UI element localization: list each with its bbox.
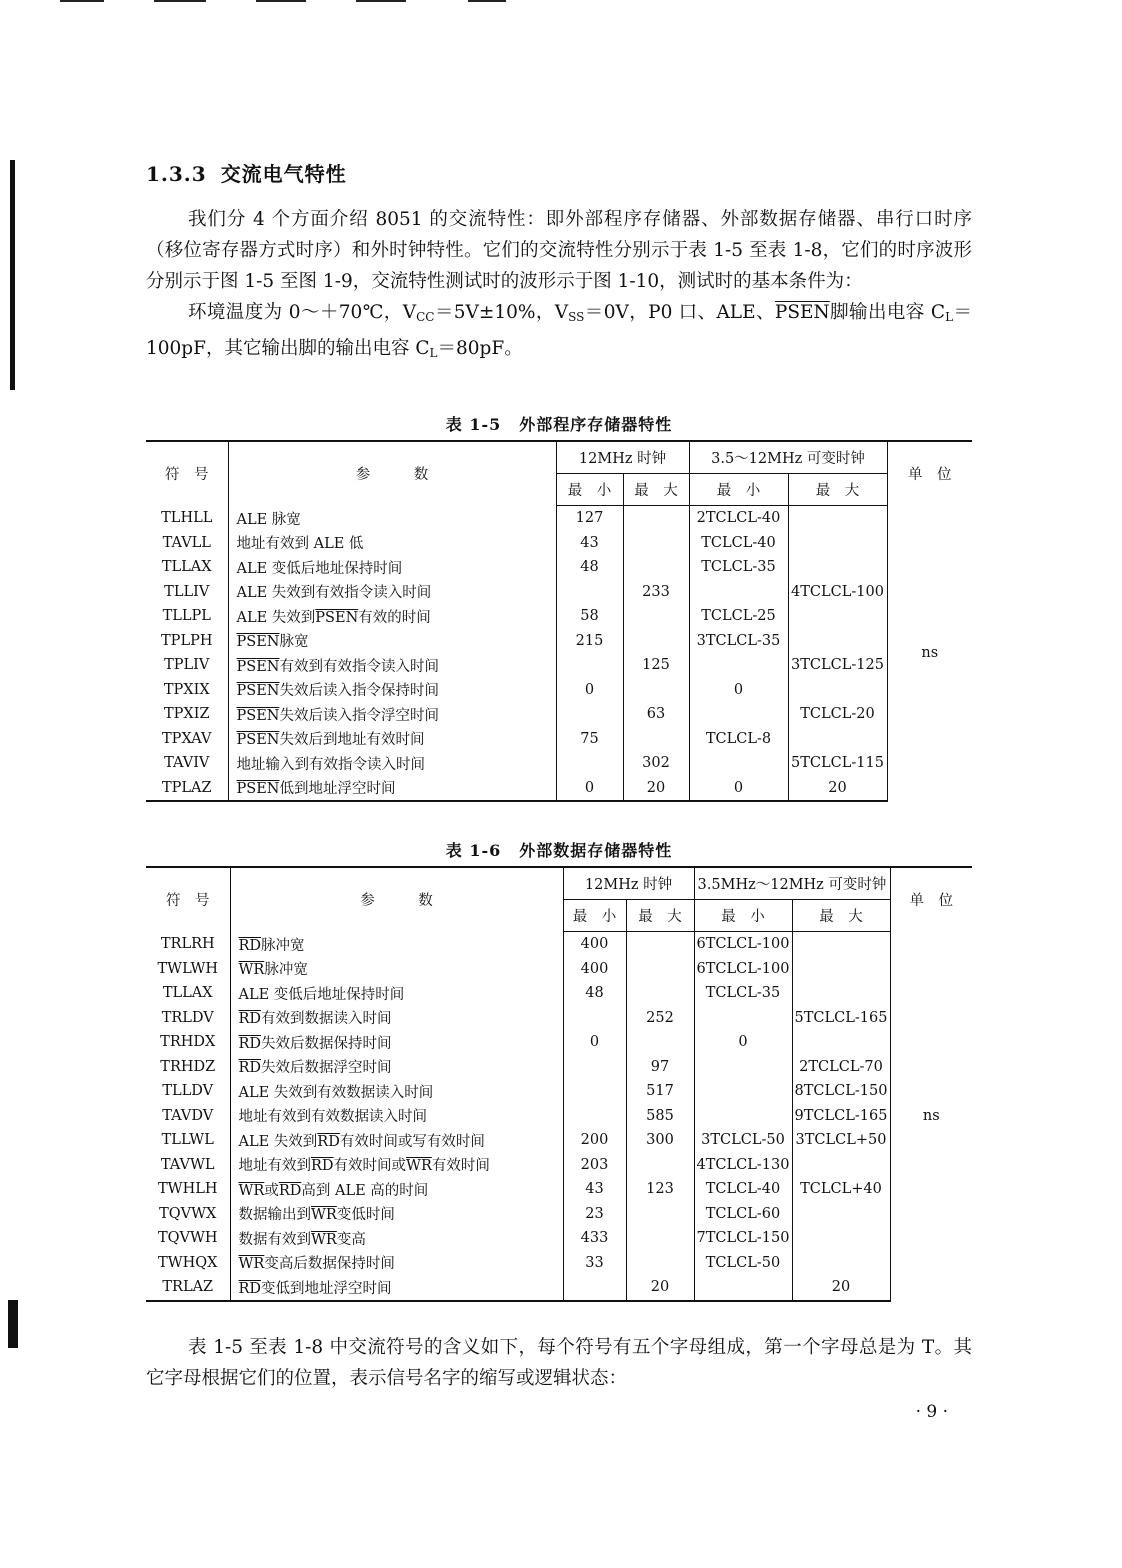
signal-name: PSEN	[236, 658, 280, 675]
signal-name: PSEN	[315, 609, 359, 626]
variable-min-cell: 6TCLCL-100	[694, 932, 792, 957]
symbol-cell: TAVDV	[162, 1107, 214, 1124]
parameter-text: ALE 失效到	[236, 609, 316, 626]
variable-max-cell: 9TCLCL-165	[792, 1104, 890, 1129]
table-row	[146, 1202, 972, 1227]
variable-min-cell: TCLCL-35	[694, 981, 792, 1006]
header-parameter: 参 数	[228, 441, 556, 506]
page-number: · 9 ·	[915, 1402, 948, 1422]
fixed-max-cell	[623, 678, 689, 703]
variable-max-cell: 2TCLCL-70	[792, 1055, 890, 1080]
symbol-cell: TPLIV	[164, 657, 210, 674]
fixed-max-cell: 252	[626, 1006, 694, 1031]
parameter-text: 数据输出到	[238, 1207, 311, 1224]
fixed-min-cell: 43	[556, 531, 623, 556]
section-number: 1.3.3	[146, 162, 207, 186]
fixed-max-cell	[623, 555, 689, 580]
table-row	[146, 932, 972, 957]
table-row	[146, 1104, 972, 1129]
parameter-text: 变低时间	[336, 1207, 395, 1224]
variable-max-cell: 20	[788, 776, 887, 802]
signal-name: $\overline{RD}$	[238, 937, 262, 954]
signal-name: $\overline{WR}$	[238, 1182, 265, 1199]
table-row	[146, 702, 972, 727]
table-row	[146, 957, 972, 982]
binding-mark	[10, 160, 15, 390]
parameter-text: 脉冲宽	[261, 937, 305, 954]
parameter-text: 低到地址浮空时间	[279, 781, 396, 798]
parameter-cell	[228, 506, 556, 531]
top-rule	[356, 0, 406, 2]
parameter-text: 失效后读入指令浮空时间	[279, 707, 439, 724]
fixed-max-cell	[626, 981, 694, 1006]
header-symbol: 符 号	[146, 441, 228, 506]
table-row	[146, 776, 972, 802]
parameter-cell	[228, 776, 556, 802]
variable-max-cell	[792, 932, 890, 957]
table-row	[146, 1055, 972, 1080]
variable-min-cell: 2TCLCL-40	[689, 506, 788, 531]
parameter-cell	[228, 653, 556, 678]
parameter-text: 数据有效到	[238, 1231, 311, 1248]
parameter-cell	[230, 1226, 563, 1251]
header-fixed-clock: 12MHz 时钟	[563, 867, 694, 900]
variable-max-cell	[788, 604, 887, 629]
symbol-cell: TPLPH	[161, 632, 213, 649]
header-variable-clock: 3.5～12MHz 可变时钟	[689, 441, 887, 474]
fixed-max-cell: 20	[626, 1275, 694, 1301]
variable-min-cell: 0	[694, 1030, 792, 1055]
parameter-cell	[230, 1128, 563, 1153]
parameter-cell	[228, 580, 556, 605]
header-parameter: 参 数	[230, 867, 563, 932]
variable-min-cell: TCLCL-60	[694, 1202, 792, 1227]
table-row	[146, 1177, 972, 1202]
header-min: 最 小	[694, 900, 792, 932]
header-min: 最 小	[563, 900, 626, 932]
header-max: 最 大	[788, 474, 887, 506]
parameter-text: 地址有效到 ALE 低	[236, 536, 364, 553]
variable-min-cell: TCLCL-8	[689, 727, 788, 752]
variable-min-cell	[689, 702, 788, 727]
fixed-min-cell: 75	[556, 727, 623, 752]
symbol-cell: TAVWL	[160, 1156, 215, 1173]
parameter-cell	[228, 702, 556, 727]
top-rule	[256, 0, 306, 2]
variable-min-cell: 3TCLCL-50	[694, 1128, 792, 1153]
fixed-max-cell	[626, 932, 694, 957]
parameter-text: 失效后数据保持时间	[261, 1035, 392, 1052]
variable-min-cell: 7TCLCL-150	[694, 1226, 792, 1251]
variable-min-cell	[694, 1055, 792, 1080]
parameter-cell	[230, 1104, 563, 1129]
parameter-cell	[228, 604, 556, 629]
fixed-max-cell: 63	[623, 702, 689, 727]
symbol-cell: TPXIX	[163, 681, 210, 698]
header-max: 最 大	[792, 900, 890, 932]
parameter-cell	[230, 1079, 563, 1104]
signal-name: $\overline{RD}$	[278, 1182, 302, 1199]
parameter-text: 有效到数据读入时间	[261, 1011, 392, 1028]
parameter-cell	[228, 629, 556, 654]
fixed-min-cell: 400	[563, 932, 626, 957]
section-title: 交流电气特性	[220, 162, 347, 186]
fixed-max-cell	[626, 1226, 694, 1251]
fixed-min-cell: 0	[556, 678, 623, 703]
header-fixed-clock: 12MHz 时钟	[556, 441, 689, 474]
parameter-cell	[230, 1202, 563, 1227]
fixed-min-cell	[556, 580, 623, 605]
parameter-text: ALE 变低后地址保持时间	[238, 986, 405, 1003]
symbol-cell: TLLAX	[162, 985, 213, 1002]
table-row	[146, 751, 972, 776]
variable-max-cell	[788, 531, 887, 556]
variable-max-cell	[792, 981, 890, 1006]
parameter-text: 有效到有效指令读入时间	[279, 658, 439, 675]
fixed-min-cell: 200	[563, 1128, 626, 1153]
variable-min-cell: 6TCLCL-100	[694, 957, 792, 982]
symbol-cell: TLHLL	[161, 510, 213, 526]
symbol-cell: TRHDX	[160, 1034, 216, 1051]
intro-paragraph	[146, 204, 972, 369]
table-row	[146, 1275, 972, 1301]
variable-max-cell: 3TCLCL+50	[792, 1128, 890, 1153]
variable-min-cell	[694, 1079, 792, 1104]
variable-max-cell	[788, 629, 887, 654]
variable-max-cell	[788, 727, 887, 752]
closing-paragraph	[146, 1332, 972, 1394]
parameter-text: 变高后数据保持时间	[264, 1256, 395, 1273]
variable-min-cell	[689, 751, 788, 776]
fixed-min-cell: 48	[556, 555, 623, 580]
fixed-max-cell	[626, 1251, 694, 1276]
signal-name: $\overline{RD}$	[317, 1133, 340, 1150]
fixed-max-cell: 97	[626, 1055, 694, 1080]
ac-table-data-memory	[146, 866, 972, 1302]
table-title: 外部程序存储器特性	[519, 415, 673, 434]
variable-min-cell	[689, 580, 788, 605]
parameter-text: 脉宽	[279, 634, 309, 651]
top-rule	[468, 0, 506, 2]
table-number: 表 1-6	[445, 841, 502, 860]
variable-max-cell	[788, 555, 887, 580]
table-row	[146, 1030, 972, 1055]
parameter-cell	[230, 1006, 563, 1031]
parameter-text: ALE 失效到有效数据读入时间	[238, 1084, 434, 1101]
variable-max-cell: TCLCL-20	[788, 702, 887, 727]
fixed-min-cell: 43	[563, 1177, 626, 1202]
header-unit: 单 位	[890, 867, 972, 932]
table-row	[146, 981, 972, 1006]
parameter-cell	[228, 531, 556, 556]
table-row	[146, 580, 972, 605]
parameter-cell	[230, 981, 563, 1006]
fixed-min-cell	[556, 653, 623, 678]
symbol-cell: TLLDV	[162, 1083, 214, 1100]
signal-name: $\overline{RD}$	[238, 1280, 262, 1297]
table-number: 表 1-5	[445, 415, 502, 434]
header-min: 最 小	[556, 474, 623, 506]
fixed-min-cell: 203	[563, 1153, 626, 1178]
symbol-cell: TAVLL	[162, 534, 211, 551]
parameter-text: 有效时间或	[333, 1158, 407, 1175]
fixed-max-cell	[623, 629, 689, 654]
parameter-text: ALE 失效到	[238, 1133, 318, 1150]
unit-cell: ns	[887, 506, 972, 802]
fixed-max-cell	[623, 727, 689, 752]
table-body	[146, 932, 972, 1301]
variable-max-cell: 5TCLCL-115	[788, 751, 887, 776]
parameter-cell	[230, 1177, 563, 1202]
fixed-min-cell: 433	[563, 1226, 626, 1251]
variable-max-cell: TCLCL+40	[792, 1177, 890, 1202]
fixed-max-cell	[623, 531, 689, 556]
variable-min-cell: 0	[689, 678, 788, 703]
header-symbol: 符 号	[146, 867, 230, 932]
parameter-text: 失效后数据浮空时间	[261, 1060, 392, 1077]
variable-max-cell: 20	[792, 1275, 890, 1301]
variable-min-cell: 0	[689, 776, 788, 802]
parameter-text: 地址有效到有效数据读入时间	[238, 1109, 427, 1126]
signal-name: $\overline{RD}$	[238, 1011, 262, 1028]
variable-max-cell	[792, 1202, 890, 1227]
variable-min-cell	[694, 1275, 792, 1301]
binding-mark	[8, 1300, 18, 1348]
symbol-cell: TQVWX	[159, 1205, 217, 1222]
header-max: 最 大	[626, 900, 694, 932]
table-row	[146, 531, 972, 556]
fixed-min-cell: 23	[563, 1202, 626, 1227]
fixed-max-cell: 517	[626, 1079, 694, 1104]
fixed-min-cell: 33	[563, 1251, 626, 1276]
fixed-max-cell: 233	[623, 580, 689, 605]
parameter-text: 地址输入到有效指令读入时间	[236, 756, 425, 773]
table-row	[146, 1226, 972, 1251]
parameter-cell	[230, 1275, 563, 1301]
symbol-cell: TLLAX	[161, 559, 212, 576]
table-row	[146, 506, 972, 531]
ac-table-program-memory	[146, 440, 972, 802]
variable-min-cell: TCLCL-40	[689, 531, 788, 556]
signal-name: PSEN	[236, 707, 280, 724]
fixed-min-cell: 0	[556, 776, 623, 802]
fixed-min-cell	[563, 1079, 626, 1104]
parameter-cell	[230, 957, 563, 982]
table-row	[146, 653, 972, 678]
parameter-cell	[228, 555, 556, 580]
symbol-cell: TQVWH	[157, 1230, 218, 1247]
fixed-max-cell: 300	[626, 1128, 694, 1153]
symbol-cell: TLLIV	[164, 583, 210, 600]
signal-name: PSEN	[236, 781, 280, 798]
table-body	[146, 506, 972, 802]
signal-name: $\overline{RD}$	[238, 1060, 262, 1077]
signal-name: $\overline{WR}$	[238, 962, 265, 979]
symbol-cell: TLLWL	[161, 1132, 214, 1149]
fixed-max-cell: 123	[626, 1177, 694, 1202]
parameter-cell	[230, 1030, 563, 1055]
variable-min-cell: TCLCL-25	[689, 604, 788, 629]
parameter-cell	[230, 1153, 563, 1178]
parameter-cell	[230, 1055, 563, 1080]
table-row	[146, 727, 972, 752]
parameter-text: ALE 脉宽	[236, 511, 301, 528]
fixed-min-cell: 58	[556, 604, 623, 629]
fixed-min-cell: 400	[563, 957, 626, 982]
variable-max-cell	[792, 957, 890, 982]
signal-name: PSEN	[236, 683, 280, 700]
table-caption	[146, 412, 972, 435]
variable-min-cell: TCLCL-50	[694, 1251, 792, 1276]
parameter-text: 变高	[336, 1231, 366, 1248]
variable-max-cell: 8TCLCL-150	[792, 1079, 890, 1104]
variable-min-cell	[694, 1104, 792, 1129]
variable-max-cell	[788, 506, 887, 531]
table-row	[146, 555, 972, 580]
closing-text: 表 1-5 至表 1-8 中交流符号的含义如下，每个符号有五个字母组成，第一个字母总是为 T。其它字母根据它们的位置，表示信号名字的缩写或逻辑状态：	[146, 1337, 972, 1389]
fixed-min-cell	[556, 751, 623, 776]
table-row	[146, 1153, 972, 1178]
parameter-text: ALE 失效到有效指令读入时间	[236, 585, 432, 602]
symbol-cell: TPLAZ	[146, 776, 228, 802]
variable-min-cell: TCLCL-40	[694, 1177, 792, 1202]
table-row	[146, 678, 972, 703]
parameter-text: 失效后到地址有效时间	[279, 732, 425, 749]
parameter-text: 有效时间或写有效时间	[339, 1133, 485, 1150]
symbol-cell: TAVIV	[164, 755, 210, 772]
variable-max-cell	[792, 1153, 890, 1178]
top-rule	[60, 0, 104, 2]
header-max: 最 大	[623, 474, 689, 506]
variable-min-cell: TCLCL-35	[689, 555, 788, 580]
parameter-text: 有效时间	[431, 1158, 490, 1175]
intro-text: 我们分 4 个方面介绍 8051 的交流特性：即外部程序存储器、外部数据存储器、串行口时序（移位寄存器方式时序）和外时钟特性。它们的交流特性分别示于表 1-5 至表 1-8，它们的时序波形分别示于图 1-5 至图 1-9，交流特性测试时的波形示于图 1-10，测试时的基本条件为：	[146, 209, 972, 292]
fixed-min-cell	[563, 1104, 626, 1129]
fixed-max-cell	[626, 957, 694, 982]
parameter-cell	[230, 1251, 563, 1276]
fixed-max-cell	[623, 506, 689, 531]
signal-name: $\overline{WR}$	[311, 1231, 337, 1248]
variable-max-cell	[792, 1226, 890, 1251]
parameter-text: 变低到地址浮空时间	[261, 1280, 392, 1297]
signal-name: $\overline{RD}$	[311, 1158, 334, 1175]
signal-name: $\overline{WR}$	[406, 1158, 432, 1175]
fixed-min-cell: 215	[556, 629, 623, 654]
parameter-text: 或	[264, 1182, 279, 1199]
parameter-text: ALE 变低后地址保持时间	[236, 560, 403, 577]
variable-max-cell	[788, 678, 887, 703]
table-caption	[146, 838, 972, 861]
fixed-min-cell	[556, 702, 623, 727]
fixed-max-cell	[626, 1153, 694, 1178]
section-heading	[146, 158, 347, 187]
fixed-max-cell: 125	[623, 653, 689, 678]
table-title: 外部数据存储器特性	[519, 841, 673, 860]
symbol-cell: TWHQX	[158, 1254, 218, 1271]
symbol-cell: TRLRH	[160, 936, 215, 952]
symbol-cell: TRHDZ	[160, 1058, 216, 1075]
variable-max-cell: 5TCLCL-165	[792, 1006, 890, 1031]
fixed-min-cell: 0	[563, 1030, 626, 1055]
symbol-cell: TWHLH	[158, 1181, 218, 1198]
fixed-min-cell	[563, 1275, 626, 1301]
parameter-cell	[228, 751, 556, 776]
symbol-cell: TPXIZ	[163, 706, 210, 723]
signal-name: $\overline{WR}$	[311, 1207, 337, 1224]
variable-min-cell	[689, 653, 788, 678]
variable-min-cell	[694, 1006, 792, 1031]
signal-name: PSEN	[236, 732, 280, 749]
top-rule	[154, 0, 206, 2]
parameter-text: 失效后读入指令保持时间	[279, 683, 439, 700]
fixed-max-cell	[623, 604, 689, 629]
variable-min-cell: 4TCLCL-130	[694, 1153, 792, 1178]
symbol-cell: TRLDV	[161, 1009, 214, 1026]
header-min: 最 小	[689, 474, 788, 506]
fixed-max-cell: 302	[623, 751, 689, 776]
signal-name: $\overline{WR}$	[238, 1256, 265, 1273]
symbol-cell: TLLPL	[162, 608, 211, 625]
fixed-min-cell	[563, 1006, 626, 1031]
fixed-min-cell	[563, 1055, 626, 1080]
unit-cell: ns	[890, 932, 972, 1301]
parameter-text: 脉冲宽	[264, 962, 308, 979]
symbol-cell: TPXAV	[162, 730, 212, 747]
parameter-text: 地址有效到	[238, 1158, 311, 1175]
table-row	[146, 604, 972, 629]
fixed-min-cell: 127	[556, 506, 623, 531]
parameter-cell	[228, 678, 556, 703]
symbol-cell: TRLAZ	[146, 1275, 230, 1301]
fixed-max-cell: 20	[623, 776, 689, 802]
fixed-max-cell: 585	[626, 1104, 694, 1129]
fixed-min-cell: 48	[563, 981, 626, 1006]
variable-min-cell: 3TCLCL-35	[689, 629, 788, 654]
test-conditions: 环境温度为 0～＋70℃，$V_{CC}=5V\pm 10\%$，$V_{SS}=0V$，P0 口、ALE、PSEN脚输出电容 $C_L=100pF$，其它输出脚的输出电容 $C_L=80pF$。	[146, 302, 972, 360]
variable-max-cell	[792, 1030, 890, 1055]
table-row	[146, 1079, 972, 1104]
header-unit: 单 位	[887, 441, 972, 506]
symbol-cell: TWLWH	[157, 960, 218, 977]
parameter-text: 有效的时间	[358, 609, 431, 626]
table-row	[146, 1128, 972, 1153]
fixed-max-cell	[626, 1202, 694, 1227]
signal-name: PSEN	[236, 634, 280, 651]
variable-max-cell: 3TCLCL-125	[788, 653, 887, 678]
parameter-cell	[230, 932, 563, 957]
parameter-text: 高到 ALE 高的时间	[301, 1182, 429, 1199]
header-variable-clock: 3.5MHz～12MHz 可变时钟	[694, 867, 890, 900]
fixed-max-cell	[626, 1030, 694, 1055]
table-row	[146, 629, 972, 654]
table-row	[146, 1251, 972, 1276]
parameter-cell	[228, 727, 556, 752]
signal-name: $\overline{RD}$	[238, 1035, 262, 1052]
table-row	[146, 1006, 972, 1031]
variable-max-cell	[792, 1251, 890, 1276]
variable-max-cell: 4TCLCL-100	[788, 580, 887, 605]
